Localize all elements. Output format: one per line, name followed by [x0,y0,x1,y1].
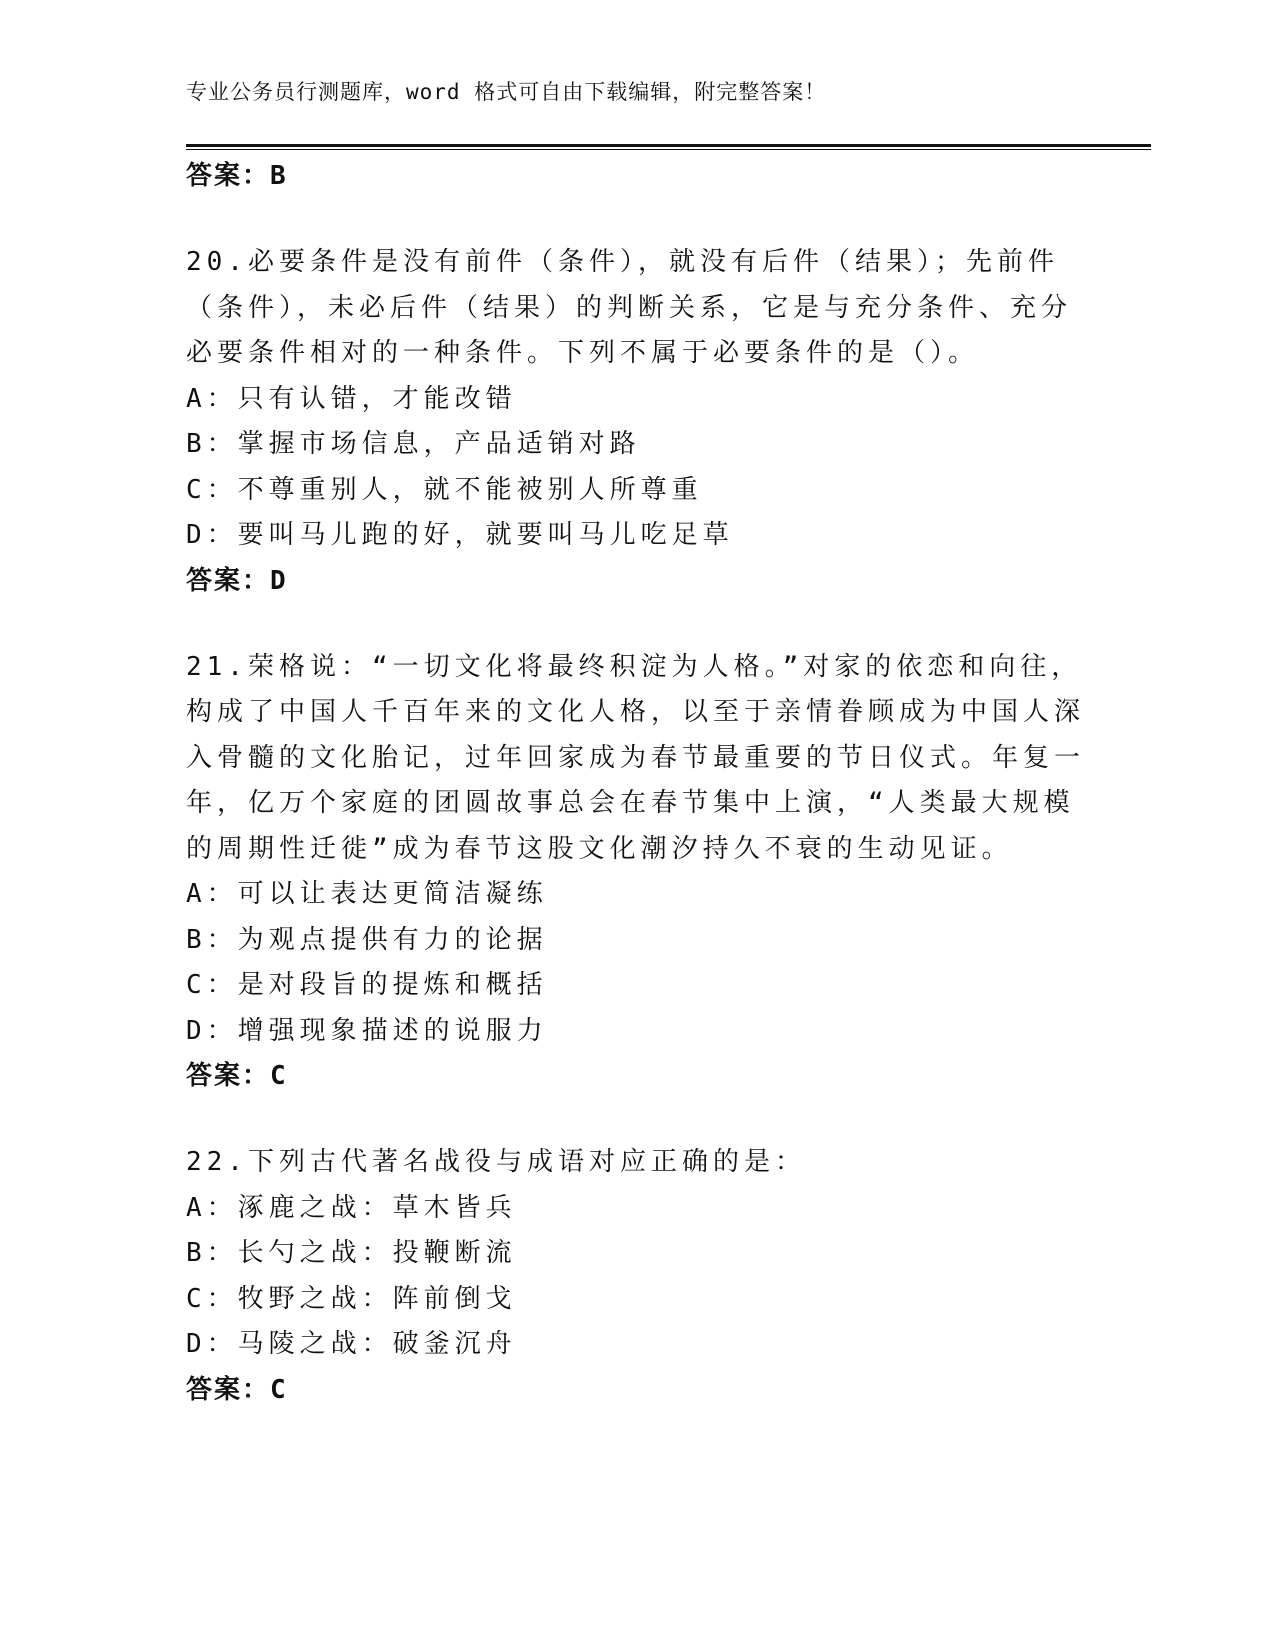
option-d: D：增强现象描述的说服力 [186,1015,548,1046]
option-c: C：不尊重别人，就不能被别人所尊重 [186,474,703,505]
option-a: A：只有认错，才能改错 [186,383,517,414]
option-b: B：掌握市场信息，产品适销对路 [186,429,641,459]
spacer [186,603,1086,645]
option-d: D：要叫马儿跑的好，就要叫马儿吃足草 [186,520,734,550]
option-a: A：涿鹿之战：草木皆兵 [186,1192,517,1223]
question-21 [186,645,1086,1099]
spacer [186,198,1086,240]
option-a: A：可以让表达更简洁凝练 [186,879,548,909]
question-stem: 20.必要条件是没有前件（条件），就没有后件（结果）；先前件（条件），未必后件（结果）的判断关系，它是与充分条件、充分必要条件相对的一种条件。下列不属于必要条件的是（）。 [186,247,1073,368]
previous-answer: 答案：B [186,161,288,191]
option-b: B：为观点提供有力的论据 [186,924,548,955]
answer: 答案：D [186,565,288,596]
spacer [186,1098,1086,1140]
header-rule-thick [186,144,1151,147]
answer: 答案：C [186,1061,288,1091]
header-rule-thin [186,149,1151,150]
option-c: C：是对段旨的提炼和概括 [186,970,548,1000]
question-22 [186,1140,1086,1412]
document-content [186,154,1086,1412]
option-d: D：马陵之战：破釜沉舟 [186,1329,517,1359]
option-c: C：牧野之战：阵前倒戈 [186,1283,517,1314]
question-stem: 21.荣格说：“一切文化将最终积淀为人格。”对家的依恋和向往，构成了中国人千百年来的文化人格，以至于亲情眷顾成为中国人深入骨髓的文化胎记，过年回家成为春节最重要的节日仪式。年复一年，亿万个家庭的团圆故事总会在春节集中上演，“人类最大规模的周期性迁徙”成为春节这股文化潮汐持久不衰的生动见证。 [186,651,1086,864]
answer: 答案：C [186,1374,288,1405]
header-note: 专业公务员行测题库，word 格式可自由下载编辑，附完整答案！ [186,80,827,104]
question-20 [186,240,1086,603]
question-stem: 22.下列古代著名战役与成语对应正确的是： [186,1147,806,1177]
option-b: B：长勺之战：投鞭断流 [186,1238,517,1268]
